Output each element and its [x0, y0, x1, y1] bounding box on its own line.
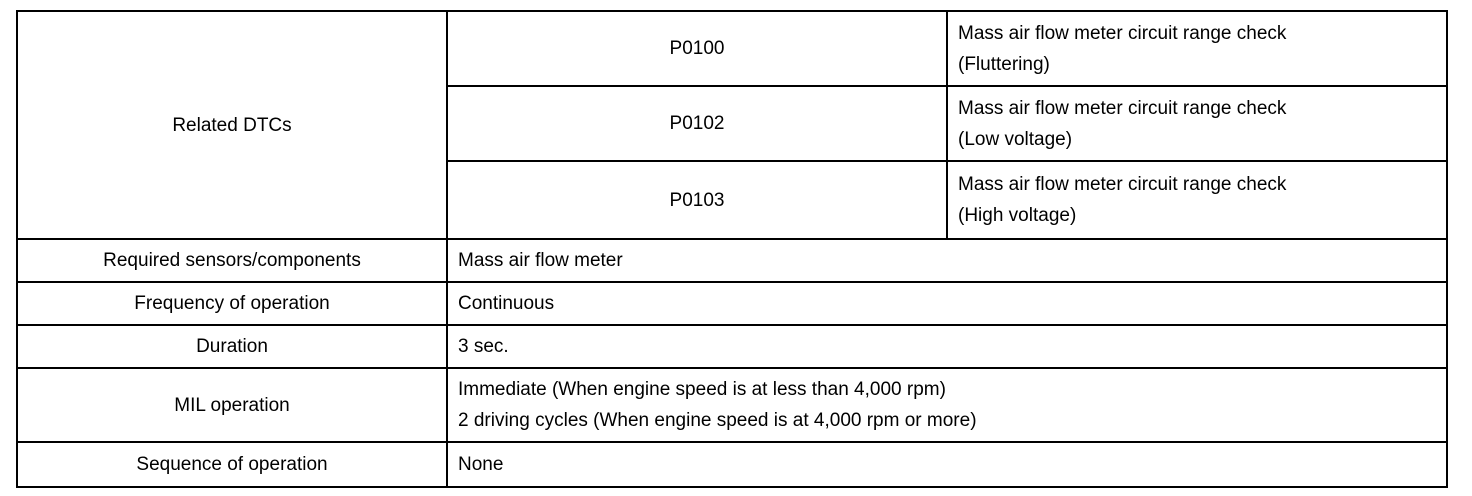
required-sensors-label: Required sensors/components: [17, 239, 447, 282]
table-row: [17, 368, 1447, 442]
dtc-description-line: Mass air flow meter circuit range check: [958, 97, 1287, 119]
dtc-code: P0103: [447, 161, 947, 239]
dtc-description-line: (Fluttering): [958, 53, 1050, 75]
dtc-description-line: Mass air flow meter circuit range check: [958, 174, 1287, 195]
required-sensors-value: Mass air flow meter: [447, 239, 1447, 282]
dtc-description: [947, 86, 1447, 161]
duration-label: Duration: [17, 325, 447, 368]
dtc-description-line: (Low voltage): [958, 128, 1073, 150]
dtc-description-line: (High voltage): [958, 205, 1077, 226]
mil-operation-line: 2 driving cycles (When engine speed is at 4,000 rpm or more): [458, 410, 977, 431]
dtc-spec-table: [16, 10, 1448, 488]
duration-value: 3 sec.: [447, 325, 1447, 368]
sequence-value: None: [447, 442, 1447, 487]
dtc-description: [947, 161, 1447, 239]
dtc-description: [947, 11, 1447, 86]
table-row: [17, 442, 1447, 487]
dtc-code: P0102: [447, 86, 947, 161]
mil-operation-label: MIL operation: [17, 368, 447, 442]
mil-operation-line: Immediate (When engine speed is at less than 4,000 rpm): [458, 379, 946, 400]
related-dtcs-label: Related DTCs: [17, 11, 447, 239]
table-row: [17, 11, 1447, 86]
table-row: [17, 282, 1447, 325]
dtc-code: P0100: [447, 11, 947, 86]
table-row: [17, 239, 1447, 282]
dtc-description-line: Mass air flow meter circuit range check: [958, 22, 1287, 44]
mil-operation-value: [447, 368, 1447, 442]
table-row: [17, 325, 1447, 368]
sequence-label: Sequence of operation: [17, 442, 447, 487]
frequency-value: Continuous: [447, 282, 1447, 325]
frequency-label: Frequency of operation: [17, 282, 447, 325]
